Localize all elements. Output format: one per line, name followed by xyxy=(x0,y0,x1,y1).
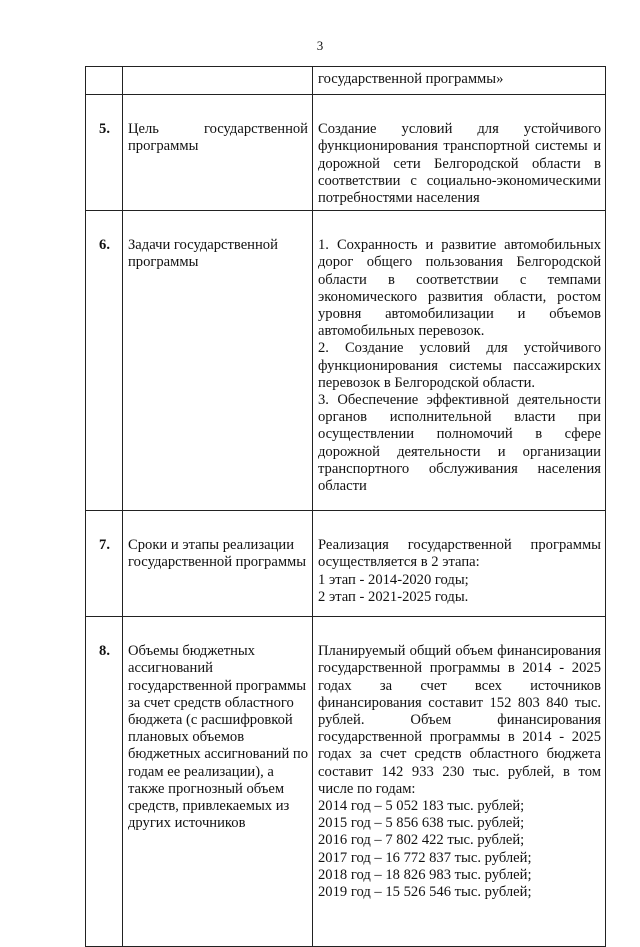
page-number: 3 xyxy=(316,38,324,53)
row-value-cell xyxy=(313,511,606,617)
row-name-cell xyxy=(123,67,313,95)
value-paragraph: Реализация государственной программы осуществляется в 2 этапа: xyxy=(318,537,601,571)
row-value-cell: государственной программы» xyxy=(313,67,606,95)
value-line: 2017 год – 16 772 837 тыс. рублей; xyxy=(318,849,532,866)
row-number-cell: 6. xyxy=(86,211,123,511)
value-line: 2018 год – 18 826 983 тыс. рублей; xyxy=(318,866,532,883)
value-paragraph: 2. Создание условий для устойчивого функционирования системы пассажирских перевозок в Белгородской области. xyxy=(318,340,601,391)
value-line: 1 этап - 2014-2020 годы; xyxy=(318,571,469,588)
program-passport-table xyxy=(85,66,606,947)
row-number-cell: 5. xyxy=(86,95,123,211)
value-line: 2014 год – 5 052 183 тыс. рублей; xyxy=(318,798,525,815)
row-value-cell xyxy=(313,211,606,511)
table-row xyxy=(86,511,606,617)
table-row xyxy=(86,617,606,947)
row-value-cell xyxy=(313,617,606,947)
value-paragraph: 1. Сохранность и развитие автомобильных дорог общего пользования Белгородской области в соответствии с темпами экономического развития области, ростом уровня автомобилизации и объемов автомобильных перевозок. xyxy=(318,237,601,340)
row-name-cell: Сроки и этапы реализации государственной программы xyxy=(123,511,313,617)
row-number-cell: 7. xyxy=(86,511,123,617)
value-paragraph: Создание условий для устойчивого функционирования транспортной системы и дорожной сети Белгородской области в соответствии с социально-экономическими потребностями населения xyxy=(318,121,601,207)
row-value-cell xyxy=(313,95,606,211)
value-line: 2 этап - 2021-2025 годы. xyxy=(318,588,469,605)
row-name-cell: Объемы бюджетных ассигнований государственной программы за счет средств областного бюджета (с расшифровкой плановых объемов бюджетных ассигнований по годам ее реализации), а также прогнозный объем средств, привлекаемых из других источников xyxy=(123,617,313,947)
table-row xyxy=(86,211,606,511)
value-line: 2015 год – 5 856 638 тыс. рублей; xyxy=(318,815,525,832)
value-line: 2019 год – 15 526 546 тыс. рублей; xyxy=(318,884,532,901)
row-name-cell: Задачи государственной программы xyxy=(123,211,313,511)
row-name-cell: Цель государственной программы xyxy=(123,95,313,211)
table-row xyxy=(86,95,606,211)
value-line: 2016 год – 7 802 422 тыс. рублей; xyxy=(318,832,525,849)
table-row xyxy=(86,67,606,95)
value-paragraph: Планируемый общий объем финансирования государственной программы в 2014 - 2025 годах за счет всех источников финансирования составит 152 803 840 тыс. рублей. Объем финансирования государственной программы в 2014 - 2025 годах за счет средств областного бюджета составит 142 933 230 тыс. рублей, в том числе по годам: xyxy=(318,643,601,797)
value-paragraph: 3. Обеспечение эффективной деятельности органов исполнительной власти при осуществлении полномочий в сфере дорожной деятельности и организации транспортного обслуживания населения области xyxy=(318,392,601,495)
row-number-cell xyxy=(86,67,123,95)
row-number-cell: 8. xyxy=(86,617,123,947)
